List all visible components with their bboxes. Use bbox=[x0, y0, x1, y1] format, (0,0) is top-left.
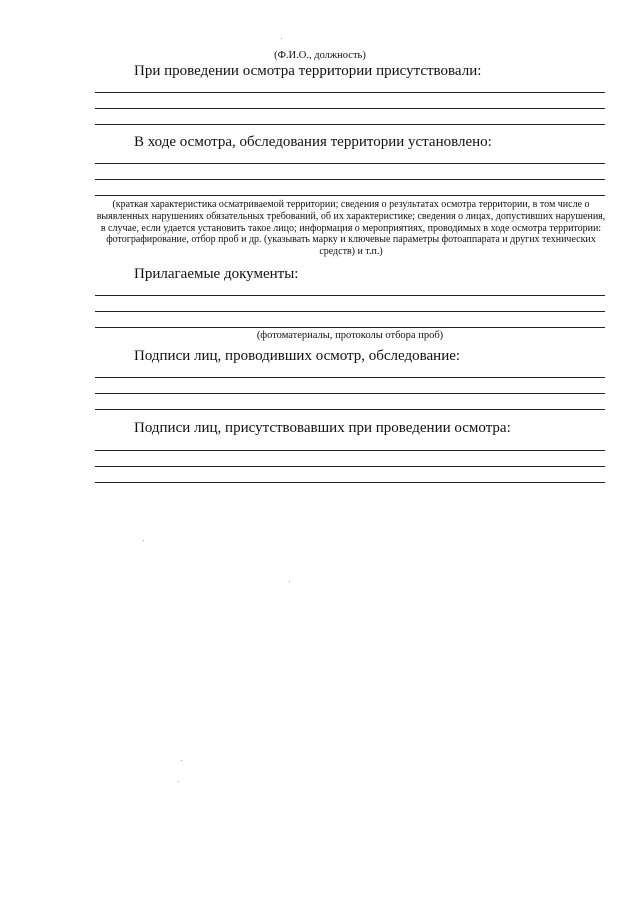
attachments-fill-line bbox=[95, 311, 605, 312]
presence-fill-line bbox=[95, 92, 605, 93]
findings-fill-line bbox=[95, 195, 605, 196]
presence-heading: При проведении осмотра территории присутствовали: bbox=[134, 63, 482, 79]
attachments-note: (фотоматериалы, протоколы отбора проб) bbox=[256, 330, 444, 341]
attendee-signature-line bbox=[95, 482, 605, 483]
findings-fill-line bbox=[95, 179, 605, 180]
scan-speck bbox=[181, 760, 182, 761]
attachments-fill-line bbox=[95, 295, 605, 296]
inspector-signature-line bbox=[95, 409, 605, 410]
presence-fill-line bbox=[95, 124, 605, 125]
fio-caption: (Ф.И.О., должность) bbox=[274, 50, 366, 61]
scan-speck bbox=[178, 781, 179, 782]
inspector-signatures-heading: Подписи лиц, проводивших осмотр, обследование: bbox=[134, 348, 461, 364]
attachments-heading: Прилагаемые документы: bbox=[134, 266, 299, 282]
scan-speck bbox=[143, 540, 144, 541]
scan-speck bbox=[289, 581, 290, 582]
inspector-signature-line bbox=[95, 377, 605, 378]
presence-fill-line bbox=[95, 108, 605, 109]
scan-speck bbox=[281, 38, 282, 39]
attendee-signatures-heading: Подписи лиц, присутствовавших при проведении осмотра: bbox=[134, 420, 511, 436]
attachments-fill-line bbox=[95, 327, 605, 328]
inspector-signature-line bbox=[95, 393, 605, 394]
findings-heading: В ходе осмотра, обследования территории установлено: bbox=[134, 134, 492, 150]
findings-note: (краткая характеристика осматриваемой территории; сведения о результатах осмотра территории, в том числе о выявленных нарушениях обязательных требований, об их характеристике; сведения о лицах, допустивших нарушения, в случае, если удается установить такое лицо; информация о мероприятиях, проводимых в ходе осмотра территории: фотографирование, отбор проб и др. (указывать марку и ключевые параметры фотоаппарата и других технических средств) и т.п.) bbox=[96, 199, 606, 258]
findings-fill-line bbox=[95, 163, 605, 164]
attendee-signature-line bbox=[95, 450, 605, 451]
attendee-signature-line bbox=[95, 466, 605, 467]
